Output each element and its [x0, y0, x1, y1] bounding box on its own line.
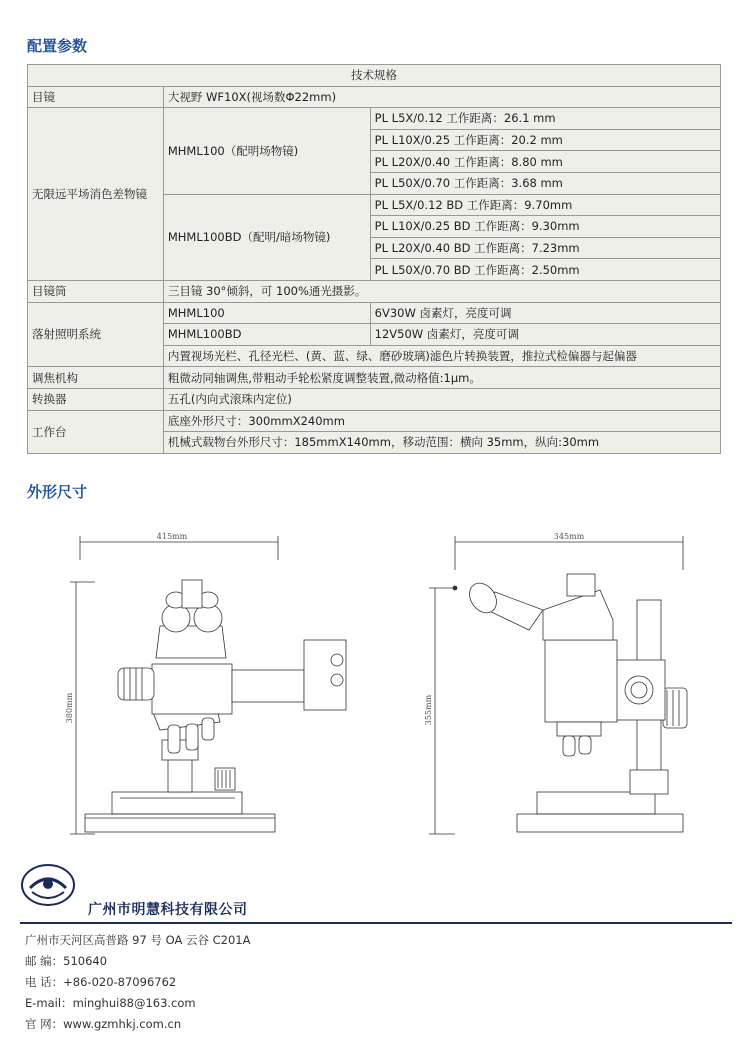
objective-label: 无限远平场消色差物镜	[28, 108, 164, 281]
tube-label: 目镜筒	[28, 280, 164, 302]
table-row	[28, 65, 721, 87]
company-logo-icon	[20, 862, 76, 908]
illumination-note: 内置视场光栏、孔径光栏、(黄、蓝、绿、磨砂玻璃)滤色片转换装置，推拉式检偏器与起偏器	[163, 345, 720, 367]
front-view-drawing	[60, 530, 360, 840]
email-line	[25, 995, 196, 1011]
config-section-title: 配置参数	[27, 37, 88, 55]
illumination-model: MHML100	[163, 302, 370, 324]
dimensions-section-title: 外形尺寸	[27, 483, 88, 501]
table-row	[28, 86, 721, 108]
table-row	[28, 302, 721, 324]
objective-item: PL L20X/0.40 BD 工作距离：7.23mm	[370, 237, 720, 259]
focus-value: 粗微动同轴调焦,带粗动手轮松紧度调整装置,微动格值:1μm。	[163, 367, 720, 389]
focus-label: 调焦机构	[28, 367, 164, 389]
postcode-label: 邮 编：	[25, 954, 64, 968]
stage-value: 底座外形尺寸：300mmX240mm	[163, 410, 720, 432]
tube-value: 三目镜 30°倾斜，可 100%通光摄影。	[163, 280, 720, 302]
eyepiece-value: 大视野 WF10X(视场数Φ22mm)	[163, 86, 720, 108]
side-width-label: 345mm	[553, 532, 585, 541]
email-value[interactable]: minghui88@163.com	[72, 996, 196, 1010]
website-value[interactable]: www.gzmhkj.com.cn	[63, 1017, 182, 1031]
spec-table	[27, 64, 721, 454]
objective-item: PL L50X/0.70 工作距离：3.68 mm	[370, 172, 720, 194]
address-line: 广州市天河区高普路 97 号 OA 云谷 C201A	[25, 933, 251, 947]
objective-item: PL L5X/0.12 工作距离：26.1 mm	[370, 108, 720, 130]
illumination-value: 6V30W 卤素灯，亮度可调	[370, 302, 720, 324]
objective-group2-name: MHML100BD（配明/暗场物镜)	[163, 194, 370, 280]
table-row	[28, 280, 721, 302]
objective-item: PL L5X/0.12 BD 工作距离：9.70mm	[370, 194, 720, 216]
side-view-drawing	[425, 530, 705, 840]
footer-divider	[20, 922, 732, 924]
email-label: E-mail：	[25, 996, 73, 1010]
table-row	[28, 367, 721, 389]
eyepiece-label: 目镜	[28, 86, 164, 108]
postcode-line	[25, 953, 107, 969]
illumination-label: 落射照明系统	[28, 302, 164, 367]
phone-line	[25, 974, 176, 990]
table-row	[28, 388, 721, 410]
phone-value: +86-020-87096762	[63, 975, 177, 989]
objective-item: PL L50X/0.70 BD 工作距离：2.50mm	[370, 259, 720, 281]
website-line	[25, 1016, 181, 1032]
objective-item: PL L10X/0.25 BD 工作距离：9.30mm	[370, 216, 720, 238]
table-row	[28, 108, 721, 130]
front-width-label: 415mm	[156, 532, 188, 541]
illumination-value: 12V50W 卤素灯，亮度可调	[370, 324, 720, 346]
phone-label: 电 话：	[25, 975, 64, 989]
objective-item: PL L10X/0.25 工作距离：20.2 mm	[370, 129, 720, 151]
website-label: 官 网：	[25, 1017, 64, 1031]
stage-value: 机械式载物台外形尺寸：185mmX140mm，移动范围：横向 35mm，纵向:30mm	[163, 432, 720, 454]
objective-group1-name: MHML100（配明场物镜)	[163, 108, 370, 194]
objective-item: PL L20X/0.40 工作距离：8.80 mm	[370, 151, 720, 173]
postcode-value: 510640	[63, 954, 108, 968]
company-name: 广州市明慧科技有限公司	[88, 902, 248, 918]
table-row	[28, 410, 721, 432]
nosepiece-label: 转换器	[28, 388, 164, 410]
nosepiece-value: 五孔(内向式滚珠内定位)	[163, 388, 720, 410]
stage-label: 工作台	[28, 410, 164, 453]
side-height-label: 355mm	[424, 694, 433, 726]
spec-header: 技术规格	[28, 65, 721, 87]
illumination-model: MHML100BD	[163, 324, 370, 346]
front-height-label: 380mm	[65, 692, 74, 724]
